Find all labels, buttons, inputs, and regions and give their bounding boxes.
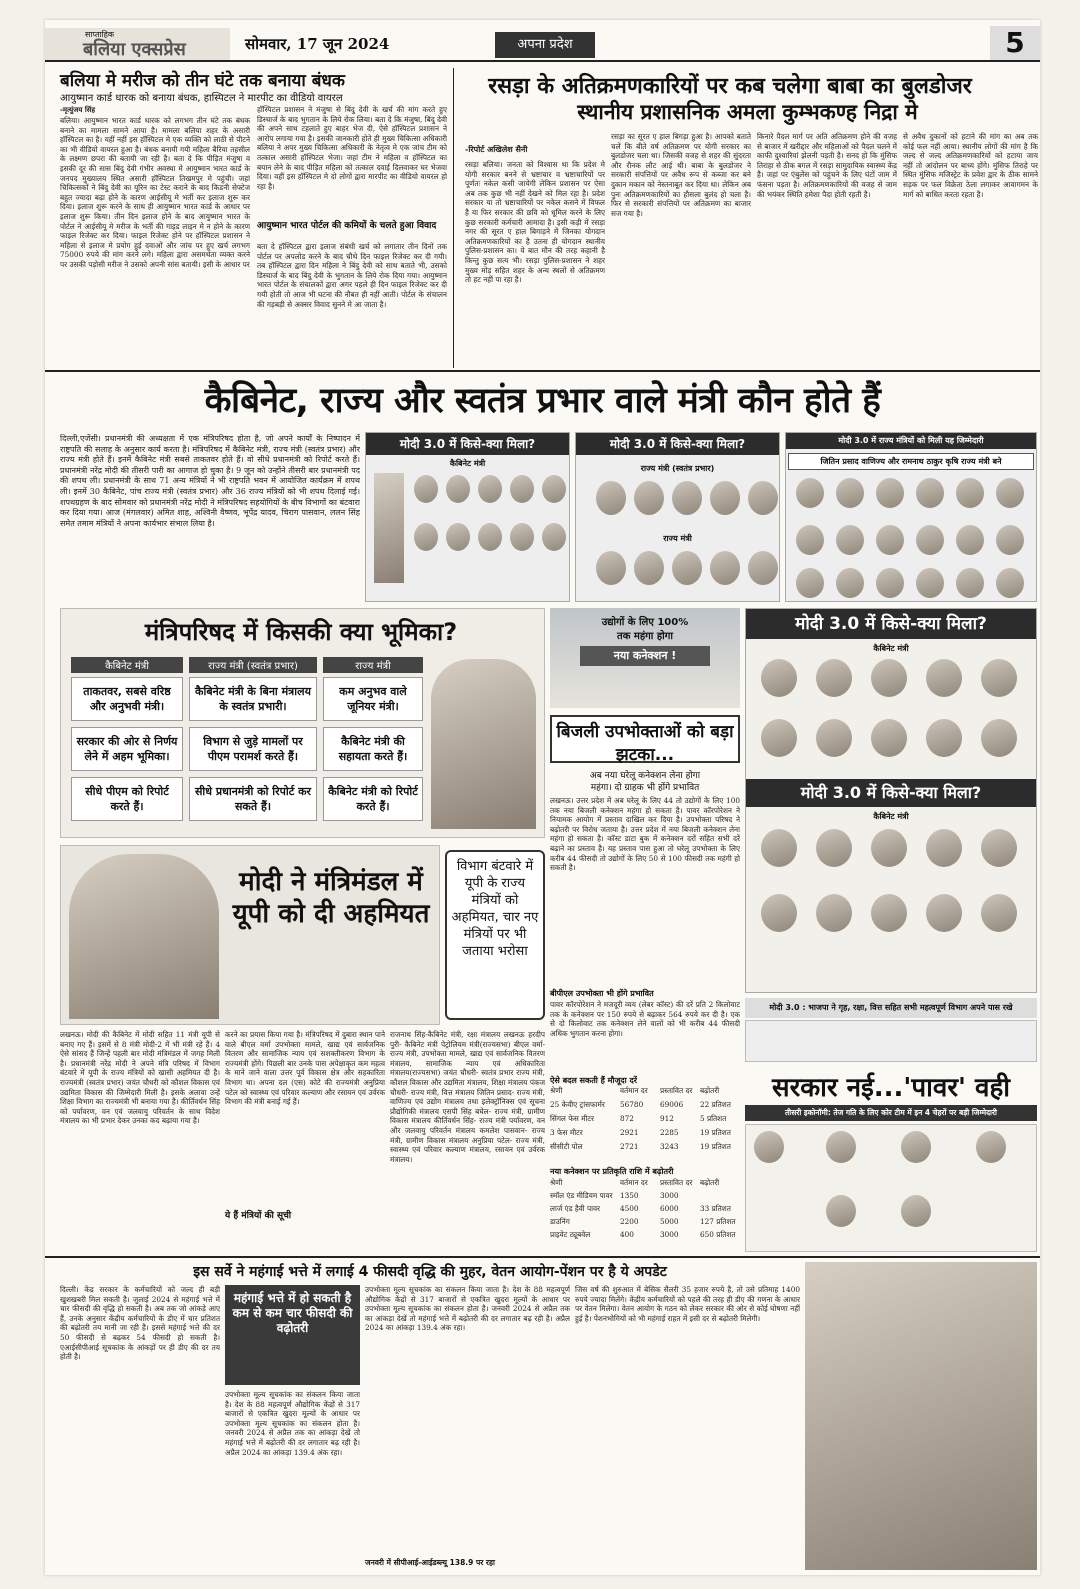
minister-photo [836, 478, 864, 508]
role-table-graphic [60, 608, 545, 838]
electricity-sub-2: महंगा। दो ग्राहक भी होंगे प्रभावित [590, 783, 700, 793]
role-cell: सीधे पीएम को रिपोर्ट करते हैं। [71, 777, 183, 821]
connection-table [550, 1178, 740, 1250]
rates-cell: 872 [620, 1114, 634, 1123]
rates-cell: 2721 [620, 1142, 639, 1151]
minister-photo [901, 1131, 931, 1163]
minister-photo [871, 894, 907, 932]
conn-cell: 1350 [620, 1191, 639, 1200]
graphic-cabinet-label-2: कैबिनेट मंत्री [873, 812, 909, 821]
electricity-tag-1: उद्योगों के लिए 100% [601, 617, 689, 628]
role-cell: विभाग से जुड़े मामलों पर पीएम परामर्श करते हैं। [189, 727, 317, 771]
electricity-image [550, 608, 740, 708]
role-cell: कैबिनेट मंत्री के बिना मंत्रालय के स्वतंत्र प्रभारी। [189, 677, 317, 721]
minister-photo [446, 523, 470, 551]
electricity-body-a: लखनऊ। उत्तर प्रदेश में अब घरेलू के लिए 44 तो उद्योगों के लिए 100 तक नया बिजली कनेक्शन महंगा हो सकता है। पावर कॉरपोरेशन ने नियामक आयोग में प्रस्ताव दाखिल कर दिया है। उपभोक्ता परिषद ने बढ़ोतरी पर विरोध जताया है। उत्तर प्रदेश में नया बिजली कनेक्शन लेना महंगा हो सकता है। कॉस्ट डाटा बुक में कनेक्शन दरों सहित सभी दरें बढ़ाने का प्रस्ताव है। यह प्रस्ताव पास हुआ तो घरेलू उपभोक्ता के लिए करीब 44 फीसदी तो उद्योगों के लिए 50 से 100 फीसदी तक महंगी हो सकती है। [550, 796, 740, 873]
minister-photo [510, 523, 534, 551]
minister-photo [634, 551, 664, 585]
page-number: 5 [990, 26, 1040, 60]
story1-body-c: बता दे हॉस्पिटल द्वारा इलाज संबंधी खर्च को लगातार तीन दिनों तक पोर्टल पर अपलोड करने के बाद चौथे दिन फाइल रिजेक्ट कर दी गयी। तब हॉस्पिटल द्वारा दिन महिला ने बिंदु देवी को साथ बताते भी, उसको डिस्चार्ज के बाद बिंदु देवी के भुगतान के लिये रोक दिया गया। आयुष्मान भारत पोर्टल के संचालकों द्वारा अगर पहले ही दिन फाइल रिजेक्ट कर दी गयी होती तो आज भी घटना की नौबत ही नहीं आती। पोर्टल के संचालन की गड़बड़ी से अक्सर विवाद सुनने मे आ जाता है। [257, 242, 447, 309]
graphic-cabinet-1 [365, 432, 570, 602]
up-body-b: करने का प्रयास किया गया है। मंत्रिपरिषद में दुबारा स्थान पाने वाले बीएल वर्मा उपभोक्ता मामले, खाद्य एवं सार्वजनिक वितरण और सामाजिक न्याय एवं सशक्तीकरण विभाग के राज्यमंत्री होंगे। पिछली बार उनके पास अपेक्षाकृत कम महत्व के माने जाने वाला उत्तर पूर्व विकास क्षेत्र और सहकारिता विभाग था। अपना दल (एस) कोटे की राज्यमंत्री अनुप्रिया पटेल को स्वास्थ्य एवं परिवार कल्याण और रसायन एवं उर्वरक विभाग की मंत्री बनाई गई हैं। [225, 1030, 385, 1107]
minister-photo [996, 525, 1024, 555]
survey-body-b2: उपभोक्ता मूल्य सूचकांक का संकलन किया जाता है। देश के 88 महत्वपूर्ण औद्योगिक केंद्रों से 317 बाजारों से एकत्रित खुदरा मूल्यों के आधार पर उपभोक्ता मूल्य सूचकांक का संकलन होता है। जनवरी 2024 से अप्रैल तक का आंकड़ा देखें तो महंगाई भत्ते में बढ़ोतरी की दर लगातार बढ़ रही है। अप्रैल 2024 का आंकड़ा 139.4 अंक रहा। [365, 1285, 570, 1333]
graphic-title: मोदी 3.0 में किसे-क्या मिला? [576, 433, 779, 455]
minister-photo [596, 481, 626, 515]
story2-body-a: रसड़ा बलिया। जनता को विश्वास था कि प्रदेश मे योगी सरकार बनने से भ्रष्टाचार व भ्रष्टाचारियों पर पूर्णतः नकेल कसी जायेगी लेकिन प्रशासन पर ऐसा अब तक कुछ भी नहीं देखने को मिल रहा है। प्रदेश सरकार या तो भ्रष्टाचारियों पर नकेल कसने में विफल है या फिर सरकार की छवि को धूमिल करने के लिए कुछ सरकारी कर्मचारी आमादा है। इसी कड़ी में रसड़ा नगर की सूरत ए हाल बिगाड़ने में जिनका योगदान अतिक्रमणकारियों का है उतना ही योगदान स्थानीय पुलिस-प्रशासन का। ये बात मौन की तरह कहानी है किन्तु कुछ सत्य भी। रसड़ा पुलिस-प्रशासन ने शहर मुख्य मोड़ सहित शहर के अन्य स्थलों से अतिक्रमण तो हट नहीं पा रहा है। [465, 160, 605, 285]
graphic-title: मोदी 3.0 में किसे-क्या मिला? [746, 609, 1036, 639]
up-poster-text: मोदी ने मंत्रिमंडल में यूपी को दी अहमियत [232, 867, 430, 929]
conn-cell: 3000 [660, 1230, 679, 1239]
story1-subhead: आयुष्मान कार्ड धारक को बनाया बंधक, हास्पिटल ने मारपीट का वीडियो वायरल [60, 93, 343, 104]
minister-photo [916, 478, 944, 508]
minister-photo [996, 478, 1024, 508]
minister-photo [414, 523, 438, 551]
conn-cell: स्मॉल एंड मीडियम पावर [550, 1191, 613, 1200]
minister-photo [956, 525, 984, 555]
minister-photo [761, 829, 797, 867]
story2-body-c: किनारे पैदल मार्ग पर अति अतिक्रमण होने की वजह से बाजार में खरीद्दार और महिलाओं को पैदल चलने में काफी दुश्वारियां झेलनी पड़ती है। सनद हो कि मुंसिफ तिराहा से ठीक बगल में रसड़ा सामुदायिक स्वास्थ्य केंद्र है। जहां पर एंबुलेंस को पहुंचने के लिए घंटों जाम में फंसना पड़ता है। अतिक्रमणकारियों की वजह से जाम की भयंकर स्थिति हमेशा पैदा होती रहती है। [757, 132, 897, 199]
paper-nameplate [45, 28, 230, 60]
conn-cell: 650 प्रतिशत [700, 1230, 736, 1239]
conn-cell: 127 प्रतिशत [700, 1217, 736, 1226]
minister-photo [956, 478, 984, 508]
story2-byline: -रिपोर्ट अखिलेश सैनी [465, 145, 528, 154]
electricity-headline: बिजली उपभोक्ताओं को बड़ा झटका... [550, 715, 740, 763]
survey-body-a: दिल्ली। केंद्र सरकार के कर्मचारियों को जल्द ही बड़ी खुशखबरी मिल सकती है। जुलाई 2024 से महंगाई भत्ते में चार फीसदी की वृद्धि हो सकती है। अब तक जो आंकड़े आए हैं, उनके अनुसार केंद्रीय कर्मचारियों के डीए में चार प्रतिशत की बढ़ोतरी तय मानी जा रही है। इससे महंगाई भत्ते की दर 50 फीसदी से बढ़कर 54 फीसदी हो सकती है। एआईसीपीआई सूचकांक के आंकड़ों पर ही डीए की दर तय होती है। [60, 1285, 220, 1362]
minister-photo [871, 829, 907, 867]
rates-cell: 25 केवीए ट्रांसफार्मर [550, 1100, 605, 1109]
minister-photo [796, 525, 824, 555]
minister-photo [836, 568, 864, 598]
rates-cell: 19 प्रतिशत [700, 1128, 731, 1137]
minister-photo [478, 475, 502, 503]
minister-photo [761, 894, 797, 932]
conn-cell: 4500 [620, 1204, 639, 1213]
strip-title: मोदी 3.0 : भाजपा ने गृह, रक्षा, वित्त सहित सभी महत्वपूर्ण विभाग अपने पास रखे [745, 998, 1037, 1018]
rates-cell: 3 फेस मीटर [550, 1128, 583, 1137]
role-col-header: राज्य मंत्री [323, 657, 423, 673]
minister-photo [826, 1131, 856, 1163]
electricity-tag-3: नया कनेक्शन ! [580, 646, 710, 666]
minister-photo [816, 894, 852, 932]
story1-byline: -मृत्युंजय सिंह [60, 105, 96, 114]
minister-photo [956, 568, 984, 598]
rates-cell: 56780 [620, 1100, 644, 1109]
paper-name: बलिया एक्सप्रेस [83, 39, 186, 60]
survey-rule [45, 1256, 1040, 1258]
strip-panels [745, 1020, 1037, 1062]
role-cell: कम अनुभव वाले जूनियर मंत्री। [323, 677, 423, 721]
rates-cell: 3243 [660, 1142, 679, 1151]
up-callout: विभाग बंटवारे में यूपी के राज्य मंत्रियों को अहमियत, चार नए मंत्रियों पर भी जताया भरोसा [445, 850, 545, 1020]
role-table-title: मंत्रिपरिषद में किसकी क्या भूमिका? [144, 618, 458, 646]
graphic-state-indep [575, 432, 780, 602]
rates-cell: 69006 [660, 1100, 684, 1109]
conn-cell: 33 प्रतिशत [700, 1204, 731, 1213]
banner-body: दिल्ली,एजेंसी। प्रधानमंत्री की अध्यक्षता में एक मंत्रिपरिषद होता है, जो अपने कार्यों के निष्पादन में राष्ट्रपति की सलाह के अनुसार कार्य करता है। मंत्रिपरिषद में कैबिनेट मंत्री, राज्य मंत्री (स्वतंत्र प्रभार) और राज्य मंत्री होते हैं। इनमें कैबिनेट मंत्री सबसे ताकतवर होते हैं। वो सीधे प्रधानमंत्री को रिपोर्ट करते हैं। प्रधानमंत्री नरेंद्र मोदी की तीसरी पारी का आगाज हो चुका है। 9 जून को उन्होंने तीसरी बार प्रधानमंत्री पद की शपथ ली। प्रधानमंत्री के साथ 71 अन्य मंत्रियों ने भी राष्ट्रपति भवन में आयोजित कार्यक्रम में शपथ ली। इनमें 30 कैबिनेट, पांच राज्य मंत्री (स्वतंत्र प्रभार) और 36 राज्य मंत्रियों को भी शपथ दिलाई गई। शपथग्रहण के बाद सोमवार को प्रधानमंत्री नरेंद्र मोदी ने मंत्रिपरिषद सहयोगियों के बीच विभागों का बंटवारा कर दिया गया। आज (मंगलवार) अमित शाह, अश्विनी वैष्णव, भूपेंद्र यादव, चिराग पासवान, ललन सिंह समेत तमाम मंत्रियों ने अपना कार्यभार संभाल लिया है। [60, 434, 360, 528]
rates-cell: 19 प्रतिशत [700, 1142, 731, 1151]
right-minister-graphic [745, 608, 1037, 993]
minister-photo [826, 1195, 856, 1227]
story2-headline-2: स्थानीय प्रशासनिक अमला कुम्भकण्ह निद्रा मे [577, 100, 918, 124]
minister-photo [761, 719, 797, 757]
minister-photo [478, 523, 502, 551]
minister-photo [926, 719, 962, 757]
minister-photo [876, 568, 904, 598]
minister-photo [916, 525, 944, 555]
conn-cell: 6000 [660, 1204, 679, 1213]
graphic-state-label: राज्य मंत्री [663, 534, 692, 543]
minister-photo [710, 481, 740, 515]
minister-photo [634, 481, 664, 515]
electricity-inner-head-1: बीपीएल उपभोक्ता भी होंगे प्रभावित [550, 989, 654, 998]
graphic-cabinet-label: कैबिनेट मंत्री [873, 644, 909, 653]
power-subhead: तीसरी इकोनॉमी: तेज गति के लिए कोर टीम में इन 4 चेहरों पर बड़ी जिम्मेदारी [745, 1105, 1037, 1121]
electricity-sub-1: अब नया घरेलू कनेक्शन लेना होगा [589, 771, 701, 781]
minister-photo [871, 719, 907, 757]
conn-cell: डाउनिंग [550, 1217, 570, 1226]
minister-photo [816, 719, 852, 757]
minister-photo [981, 659, 1017, 697]
rates-cell: 912 [660, 1114, 674, 1123]
minister-photo [996, 568, 1024, 598]
minister-photo [816, 829, 852, 867]
story1-headline: बलिया मे मरीज को तीन घंटे तक बनाया बंधक [60, 71, 345, 91]
up-inner-head: ये हैं मंत्रियों की सूची [225, 1211, 292, 1221]
rates-cell: 22 प्रतिशत [700, 1100, 731, 1109]
up-body-c: राजनाथ सिंह-कैबिनेट मंत्री, रक्षा मंत्रालय लखनऊ हरदीप पुरी- कैबिनेट मंत्री पेट्रोलियम मंत्री(राज्यसभा) बीएल वर्मा- राज्य मंत्री, उपभोक्ता मामले, खाद्य एवं सार्वजनिक वितरण मंत्रालय, सामाजिक न्याय एवं अधिकारिता मंत्रालय(राज्यसभा) जयंत चौधरी- स्वतंत्र प्रभार राज्य मंत्री, कौशल विकास और उद्यमिता मंत्रालय, शिक्षा मंत्रालय पंकज चौधरी- राज्य मंत्री, वित्त मंत्रालय जितिन प्रसाद- राज्य मंत्री, वाणिज्य एवं उद्योग मंत्रालय तथा इलेक्ट्रॉनिक्स एवं सूचना प्रौद्योगिकी मंत्रालय एसपी सिंह बघेल- राज्य मंत्री, ग्रामीण विकास मंत्रालय कीर्तिवर्धन सिंह- राज्य मंत्री पर्यावरण, वन और जलवायु परिवर्तन मंत्रालय कमलेश पासवान- राज्य मंत्री, ग्रामीण विकास मंत्रालय अनुप्रिया पटेल- राज्य मंत्री, स्वास्थ्य एवं परिवार कल्याण मंत्रालय, रसायन एवं उर्वरक मंत्रालय। [390, 1030, 545, 1164]
conn-cell: 2200 [620, 1217, 639, 1226]
electricity-inner-head-3: नया कनेक्शन पर प्रतिकृति राशि में बढ़ोतरी [550, 1167, 674, 1176]
minister-photo [596, 551, 626, 585]
minister-photo [981, 829, 1017, 867]
rates-cell: सिंगल फेस मीटर [550, 1114, 594, 1123]
conn-cell: 3000 [660, 1191, 679, 1200]
story2-body-d: से अवैध दुकानों को हटाने की मांग का अब तक कोई फल नहीं आया। स्थानीय लोगों की मांग है कि जल्द से जल्द अतिक्रमणकारियों को हटाया जाय नहीं तो आंदोलन पर बाध्य होंगे। मुंसिफ तिराहे पर स्थित मुंसिफ मजिस्ट्रेट के प्रवेश द्वार के ठीक सामने सड़क पर फल विक्रेता ठेला लगाकर आवागमन के मार्ग को बाधित करता रहता है। [903, 132, 1038, 199]
story1-inner-head: आयुष्मान भारत पोर्टल की कमियों के चलते हुआ विवाद [257, 221, 437, 231]
rates-cell: 2285 [660, 1128, 679, 1137]
rates-th: बढ़ोतरी [700, 1086, 720, 1095]
role-cell: ताकतवर, सबसे वरिष्ठ और अनुभवी मंत्री। [71, 677, 183, 721]
survey-photo-collage [805, 1262, 1037, 1570]
minister-photo [672, 481, 702, 515]
minister-photo [748, 481, 778, 515]
minister-photo [926, 829, 962, 867]
graphic-title: मोदी 3.0 में राज्य मंत्रियों को मिली यह जिम्मेदारी [786, 433, 1036, 449]
minister-photo [510, 475, 534, 503]
role-cell: सरकार की ओर से निर्णय लेने में अहम भूमिका। [71, 727, 183, 771]
pm-portrait [69, 854, 219, 1019]
minister-photo [876, 478, 904, 508]
minister-photo [981, 894, 1017, 932]
banner-headline: कैबिनेट, राज्य और स्वतंत्र प्रभार वाले मंत्री कौन होते हैं [204, 381, 881, 421]
rates-cell: सीसीटी पोल [550, 1142, 583, 1151]
story1-body-b: हॉस्पिटल प्रशासन ने मंजुषा से बिंदु देवी के खर्च की मांग करते हुए डिस्चार्ज के बाद भुगतान के लिये रोक लिया। बता दे कि मंजुषा, बिंदु देवी की अपने साथ टहलाते हुए बाहर भेज दी, ऐसे हॉस्पिटल प्रशासन ने आरोप लगाया गया है। इसकी जानकारी होते ही मुख्य चिकित्सा अधिकारी बलिया ने अपर मुख्य चिकित्सा अधिकारी के नेतृत्व मे एक जांच टीम को तत्काल असारी हॉस्पिटल भेजा। जहां टीम ने महिला व हॉस्पिटल का बयान लेने के बाद पीड़ित महिला को तत्काल दवाई दिलवाकर घर भेजवा दिया। वहीं इस हॉस्पिटल मे दो लोगों द्वारा मारपीट का वीडियो वायरल हो रहा है। [257, 105, 447, 191]
minister-photo [981, 719, 1017, 757]
minister-photo [748, 551, 778, 585]
conn-th: बढ़ोतरी [700, 1178, 720, 1187]
survey-body-b: उपभोक्ता मूल्य सूचकांक का संकलन किया जाता है। देश के 88 महत्वपूर्ण औद्योगिक केंद्रों से 317 बाजारों से एकत्रित खुदरा मूल्यों के आधार पर उपभोक्ता मूल्य सूचकांक का संकलन होता है। जनवरी 2024 से अप्रैल तक का आंकड़ा देखें तो महंगाई भत्ते में बढ़ोतरी की दर लगातार बढ़ रही है। अप्रैल 2024 का आंकड़ा 139.4 अंक रहा। [225, 1390, 360, 1457]
minister-photo [542, 523, 566, 551]
survey-inner-head-2: जनवरी में सीपीआई-आईडब्ल्यू 138.9 पर रहा [365, 1558, 495, 1567]
conn-th: प्रस्तावित दर [660, 1178, 693, 1187]
minister-photo [710, 551, 740, 585]
rates-cell: 5 प्रतिशत [700, 1114, 727, 1123]
conn-cell: 400 [620, 1230, 634, 1239]
minister-photo [754, 1131, 784, 1163]
power-headline: सरकार नई...'पावर' वही [772, 1073, 1010, 1103]
conn-cell: 5000 [660, 1217, 679, 1226]
minister-photo [446, 475, 470, 503]
story2-headline-1: रसड़ा के अतिक्रमणकारियों पर कब चलेगा बाबा का बुलडोजर [488, 74, 972, 99]
role-cell: कैबिनेट मंत्री की सहायता करते हैं। [323, 727, 423, 771]
minister-photo [876, 525, 904, 555]
graphic-title-2: मोदी 3.0 में किसे-क्या मिला? [746, 779, 1036, 807]
graphic-state-indep-label: राज्य मंत्री (स्वतंत्र प्रभार) [640, 464, 715, 473]
conn-th: वर्तमान दर [620, 1178, 648, 1187]
role-cell: सीधे प्रधानमंत्री को रिपोर्ट कर सकते हैं। [189, 777, 317, 821]
minister-photo [672, 551, 702, 585]
electricity-tag-2: तक महंगा होगा [617, 631, 673, 642]
rates-th: प्रस्तावित दर [660, 1086, 693, 1095]
graphic-state-ministers [785, 432, 1037, 602]
conn-cell: लार्ज एंड हैवी पावर [550, 1204, 601, 1213]
newspaper-page [45, 20, 1040, 1575]
survey-graphic [225, 1285, 360, 1385]
minister-portrait [374, 473, 404, 583]
story2-body-b: रसड़ा का सूरत ए हाल बिगड़ा हुआ है। आपको बताते चलें कि बीते वर्ष अतिक्रमण पर योगी सरकार का बुलडोजर चला था। जिसकी वजह से शहर की सुंदरता और रौनक लौट आई थी। बाबा के बुलडोजर ने सरकारी संपत्तियों पर अवैध रूप से कब्जा कर बने दुकान मकान को नेस्तनाबूत कर दिया था। लेकिन अब पुनः अतिक्रमणकारियों का हौसला बुलंद हो चला है। फिर से सरकारी संपत्तियों पर अतिक्रमण का बाजार सज गया है। [611, 132, 751, 218]
story1-body-a: बलिया। आयुष्मान भारत कार्ड धारक को लगभग तीन घंटे तक बंधक बनाने का मामला सामने आया है। मामला बलिया शहर के असारी हॉस्पिटल का है। यहीं नहीं इस हॉस्पिटल मे एक व्यक्ति को लाठी से पीटने का भी वीडियो वायरल हुआ है। बंधक बनायी गयी महिला बैरिया तहसील के लक्ष्मण छपरा की बतायी जा रही है। बता दे कि पीड़ित मंजुषा व इसकी दूर की सास बिंदु देवी गंभीर अवस्था मे आयुष्मान भारत कार्ड के जनपद मुख्यालय स्थित असारी हॉस्पिटल तिखमपुर मे पहुंची। जहां चिकित्सकों ने बिंदु देवी का यूरिन का टेस्ट कराने के बाद किडनी सेफ्टेज बहुत ज्यादा बढ़ा होने के कारण आईसीयू मे भर्ती कर इलाज शुरू कर दिया। इलाज शुरू करने के साथ ही आयुष्मान भारत कार्ड के आधार पर इलाज शुरू किया। तीन दिन इलाज होने के बाद आयुष्मान भारत के पोर्टल ने आईसीयू मे मरीज के भर्ती की गाइड लाइन मे न होने के कारण फाइल रिजेक्ट कर दिया। फाइल रिजेक्ट होने पर हॉस्पिटल प्रशासन ने महिला से इलाज मे प्रयोग हुई दवाओं और जांच पर हुए खर्च लगभग 75000 रुपये की मांग करने लगे। महिला द्वारा असमर्थता व्यक्त करने पर उसकी पड़ोसी मरीज ने उसको अपनी सांस बतायी। इसी के आधार पर [60, 116, 250, 269]
minister-photo [796, 478, 824, 508]
rates-table [550, 1086, 740, 1164]
issue-date: सोमवार, 17 जून 2024 [245, 35, 390, 53]
minister-photo [976, 1131, 1006, 1163]
role-col-header: कैबिनेट मंत्री [71, 657, 183, 673]
graphic-subtitle: जितिन प्रसाद वाणिज्य और रामनाथ ठाकुर कृषि राज्य मंत्री बने [788, 453, 1034, 470]
graphic-cabinet-label: कैबिनेट मंत्री [449, 459, 486, 468]
minister-photo [926, 659, 962, 697]
banner-rule-top [45, 370, 1040, 372]
power-panels [745, 1124, 1037, 1252]
up-body-a: लखनऊ। मोदी की कैबिनेट में मोदी सहित 11 मंत्री यूपी से बनाए गए हैं। इसमें से 8 मंत्री मोदी-2 में भी मंत्री रहे हैं। 4 ऐसे सांसद हैं जिन्हें पहली बार मोदी मंत्रिमंडल में जगह मिली है। प्रधानमंत्री नरेंद्र मोदी ने अपने मंत्रि परिषद में विभाग बंटवारे में यूपी के राज्य मंत्रियों को खासी अहमियत दी है। राज्यमंत्री (स्वतंत्र प्रभार) जयंत चौधरी को कौशल विकास एवं उद्यमिता विकास की जिम्मेदारी मिली है। इसके अलावा उन्हें शिक्षा विभाग का राज्यमंत्री भी बनाया गया है। कीर्तिवर्धन सिंह को पर्यावरण, वन एवं जलवायु परिवर्तन के साथ विदेश मंत्रालय का भी प्रभार देकर उनका कद बढ़ाया गया है। [60, 1030, 220, 1126]
rates-cell: 2921 [620, 1128, 639, 1137]
minister-photo [542, 475, 566, 503]
minister-photo [926, 894, 962, 932]
minister-photo [871, 659, 907, 697]
paper-tag: साप्ताहिक [85, 30, 115, 39]
minister-photo [414, 475, 438, 503]
up-poster [60, 845, 440, 1025]
electricity-inner-head-2: ऐसे बदल सकती हैं मौजूदा दरें [550, 1076, 638, 1085]
conn-cell: प्राइवेट ट्यूबवेल [550, 1230, 591, 1239]
minister-photo [796, 568, 824, 598]
graphic-title: मोदी 3.0 में किसे-क्या मिला? [366, 433, 569, 455]
role-col-header: राज्य मंत्री (स्वतंत्र प्रभार) [189, 657, 317, 673]
minister-photo [916, 568, 944, 598]
survey-body-c: जिस वर्ष की शुरुआत में बेसिक सैलरी 35 हजार रुपये है, तो उसे प्रतिमाह 1400 रुपये ज्यादा मिलेंगे। केंद्रीय कर्मचारियों को पहले की तरह ही डीए की गणना के आधार पर वेतन मिलेगा। वेतन आयोग के गठन को लेकर सरकार की ओर से कोई घोषणा नहीं हुई है। पेंशनभोगियों को भी महंगाई राहत में इसी दर से बढ़ोतरी मिलेगी। [575, 1285, 800, 1323]
survey-graphic-text: महंगाई भत्ते में हो सकती है कम से कम चार फीसदी की वढ़ोतरी [232, 1291, 353, 1335]
masthead [45, 28, 1040, 62]
rates-th: वर्तमान दर [620, 1086, 648, 1095]
column-divider [453, 68, 454, 368]
role-cell: कैबिनेट मंत्री को रिपोर्ट करते हैं। [323, 777, 423, 821]
minister-photo [761, 659, 797, 697]
section-label: अपना प्रदेश [495, 32, 595, 58]
pm-portrait [431, 659, 536, 829]
conn-th: श्रेणी [550, 1178, 563, 1187]
minister-photo [836, 525, 864, 555]
electricity-body-b: पावर कॉरपोरेशन ने मजदूरी व्यय (लेबर कॉस्ट) की दरें प्रति 2 किलोवाट तक के कनेक्शन पर 150 रुपये से बढ़ाकर 564 रुपये कर दी है। एक से दो किलोवाट तक कनेक्शन लेने वालों को भी करीब 44 फीसदी अधिक भुगतान करना होगा। [550, 1000, 740, 1038]
survey-headline: इस सर्वे ने महंगाई भत्ते में लगाई 4 फीसदी वृद्धि की मुहर, वेतन आयोग-पेंशन पर है ये अपडेट [193, 1264, 667, 1280]
minister-photo [816, 659, 852, 697]
minister-photo [901, 1195, 931, 1227]
rates-th: श्रेणी [550, 1086, 563, 1095]
